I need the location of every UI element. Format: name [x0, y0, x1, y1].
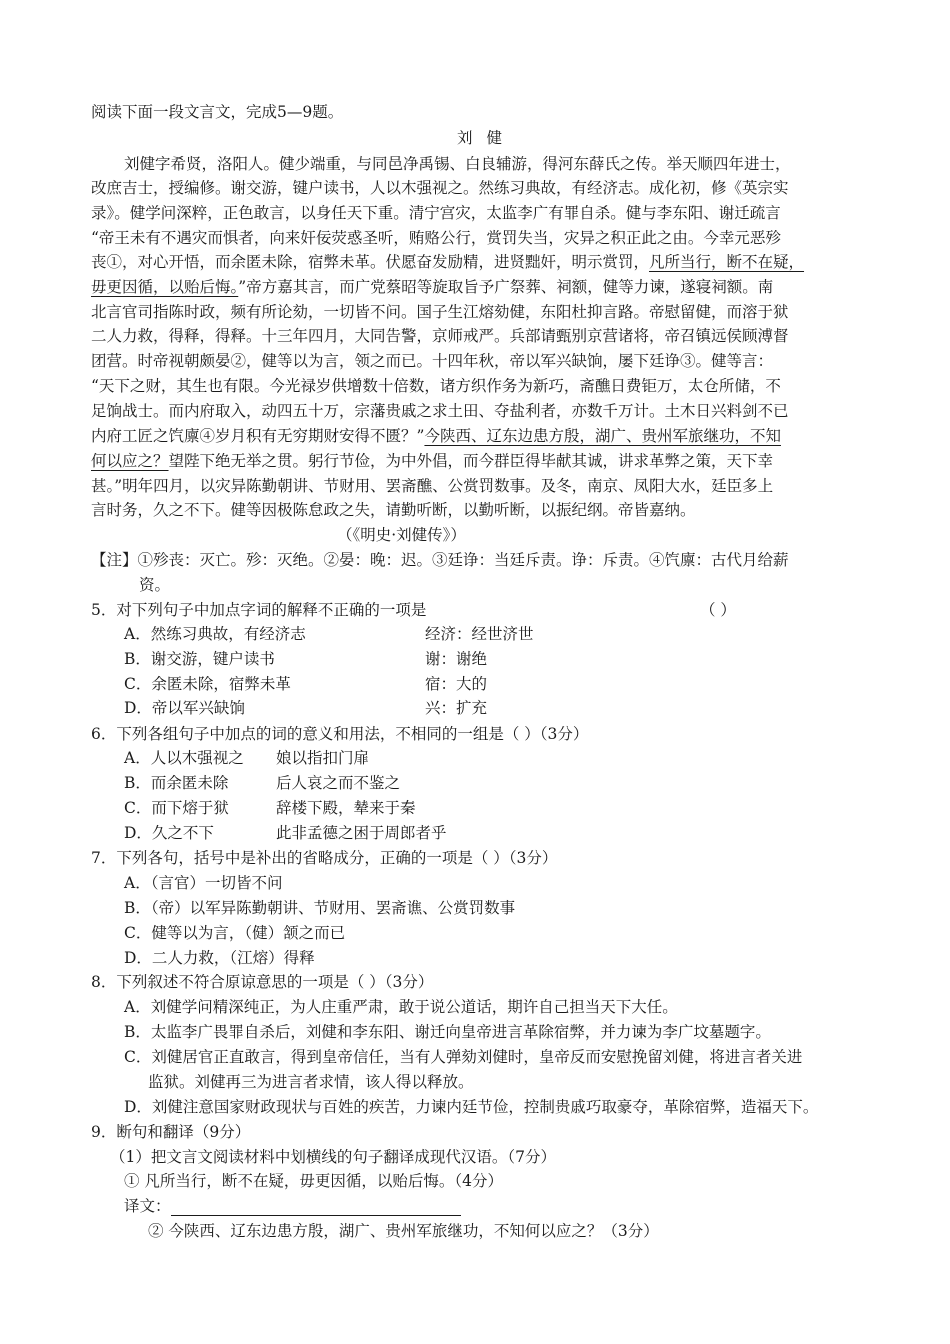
question-5-option-d-gloss: 兴：扩充	[425, 699, 488, 717]
passage-line: 言时务，久之不下。健等因极陈怠政之失，请勤听断，以勤听断，以振纪纲。帝皆嘉纳。	[91, 501, 696, 519]
passage-line	[91, 277, 773, 297]
question-5-option-d: D．帝以军兴缺饷	[124, 699, 245, 717]
passage-source: （《明史·刘健传》）	[337, 526, 466, 544]
annotation-note: 资。	[139, 576, 171, 594]
question-6-option-b: B．而余匿未除	[124, 774, 229, 792]
question-6-option-d: D．久之不下	[124, 824, 214, 842]
passage-line	[91, 426, 781, 446]
question-6-option-a-pair: 娘以指扣门扉	[276, 749, 370, 767]
question-6-option-a: A．人以木强视之	[124, 749, 244, 767]
underlined-sentence-1: 凡所当行，断不在疑，	[649, 253, 805, 271]
question-8-option-b: B．太监李广畏罪自杀后，刘健和李东阳、谢迁向皇帝进言革除宿弊，并力谏为李广坟墓题字。	[124, 1023, 771, 1041]
question-5-option-a-gloss: 经济：经世济世	[425, 625, 534, 643]
answer-line	[124, 1196, 461, 1216]
passage-line: 团营。时帝视朝颇晏②，健等以为言，领之而已。十四年秋，帝以军兴缺饷，屡下廷诤③。健等言：	[91, 352, 774, 370]
passage-line: 录》。健学问深粹，正色敢言，以身任天下重。清宁宫灾，太监李广有罪自杀。健与李东阳、谢迁疏言	[91, 204, 781, 222]
question-6-option-d-pair: 此非孟德之困于周郎者乎	[276, 824, 447, 842]
passage-line	[91, 451, 773, 471]
question-9-part-1: （1）把文言文阅读材料中划横线的句子翻译成现代汉语。（7分）	[110, 1148, 556, 1166]
question-5-option-b-gloss: 谢：谢绝	[425, 650, 488, 668]
passage-line: 二人力救，得释，得释。十三年四月，大同告警，京师戒严。兵部请甄别京营诸将，帝召镇远侯顾溥督	[91, 327, 789, 345]
question-8-option-c-cont: 监狱。刘健再三为进言者求情，该人得以释放。	[148, 1073, 474, 1091]
underlined-sentence-2: 今陕西、辽东边患方殷，湖广、贵州军旅继功，不知	[424, 427, 781, 445]
annotation-note: 【注】①殄丧：灭亡。殄：灭绝。②晏：晚：迟。③廷诤：当廷斥责。诤：斥责。④饩廪：古代月给薪	[91, 551, 789, 569]
question-6-option-c-pair: 辞楼下殿，辇来于秦	[276, 799, 416, 817]
question-7-option-d: D．二人力救，（江熔）得释	[124, 949, 315, 967]
question-6-option-c: C．而下熔于狱	[124, 799, 229, 817]
question-5-option-c-gloss: 宿：大的	[425, 675, 488, 693]
question-8-option-a: A．刘健学问精深纯正，为人庄重严肃，敢于说公道话，期许自己担当天下大任。	[124, 998, 678, 1016]
question-7-stem: 7．下列各句，括号中是补出的省略成分，正确的一项是（ ）（3分）	[91, 849, 558, 867]
question-5-option-a: A．然练习典故，有经济志	[124, 625, 306, 643]
passage-line	[91, 252, 804, 272]
passage-line: 北言官司指陈时政，频有所论劾，一切皆不问。国子生江熔劾健，东阳杜抑言路。帝慰留健，而溶于狱	[91, 303, 789, 321]
question-7-option-c: C．健等以为言，（健）颔之而已	[124, 924, 346, 942]
passage-line: 刘健字希贤，洛阳人。健少端重，与同邑净禹锡、白良辅游，得河东薛氏之传。举天顺四年进士，	[124, 155, 791, 173]
question-7-option-a: A．（言官）一切皆不问	[124, 874, 283, 892]
passage-line: 改庶吉士，授编修。谢交游，键户读书，人以木强视之。然练习典故，有经济志。成化初，修《英宗实	[91, 179, 789, 197]
question-8-option-d: D．刘健注意国家财政现状与百姓的疾苦，力谏内廷节俭，控制贵戚巧取豪夺，革除宿弊，造福天下。	[124, 1098, 819, 1116]
question-9-item-2: ② 今陕西、辽东边患方殷，湖广、贵州军旅继功，不知何以应之？（3分）	[148, 1222, 659, 1240]
question-5-option-b: B．谢交游，键户读书	[124, 650, 275, 668]
question-9-item-1: ① 凡所当行，断不在疑，毋更因循，以贻后悔。（4分）	[124, 1172, 504, 1190]
passage-line: “天下之财，其生也有限。今光禄岁供增数十倍数，诸方织作务为新巧，斋醮日费钜万，太仓所储，不	[91, 377, 781, 395]
question-6-stem: 6．下列各组句子中加点的词的意义和用法，不相同的一组是（ ）（3分）	[91, 725, 589, 743]
question-9-stem: 9．断句和翻译（9分）	[91, 1123, 251, 1141]
answer-paren: （ ）	[700, 601, 736, 619]
question-7-option-b: B．（帝）以军异陈勤朝讲、节财用、罢斋谯、公赏罚数事	[124, 899, 516, 917]
passage-title: 刘健	[457, 129, 517, 147]
question-5-stem: 5．对下列句子中加点字词的解释不正确的一项是	[91, 601, 427, 619]
passage-text: ”帝方嘉其言，而广党蔡昭等旋取旨予广祭葬、祠额，健等力谏，遂寝祠额。南	[238, 278, 774, 296]
passage-line: “帝王未有不遇灾而惧者，向来奸佞荧惑圣听，贿赂公行，赏罚失当，灾异之积正此之由。今幸元恶殄	[91, 229, 781, 247]
reading-instruction: 阅读下面一段文言文，完成5—9题。	[91, 103, 344, 121]
answer-blank[interactable]	[171, 1199, 461, 1216]
passage-line: 足饷战士。而内府取入，动四五十万，宗藩贵戚之求土田、夺盐利者，亦数千万计。土木日兴料剑不已	[91, 402, 789, 420]
question-6-option-b-pair: 后人哀之而不鉴之	[276, 774, 401, 792]
passage-text: 望陛下绝无举之贯。躬行节俭，为中外倡，而今群臣得毕献其诚，讲求革弊之策，天下幸	[168, 452, 774, 470]
underlined-sentence-1-end: 毋更因循，以贻后悔。	[91, 278, 239, 296]
question-8-stem: 8．下列叙述不符合原谅意思的一项是（ ）（3分）	[91, 973, 434, 991]
passage-line: 甚。”明年四月，以灾异陈勤朝讲、节财用、罢斋醮、公赏罚数事。及冬，南京、凤阳大水，廷臣多上	[91, 477, 774, 495]
passage-text: 内府工匠之饩廪④岁月积有无穷期财安得不匮？”	[91, 427, 425, 445]
underlined-sentence-2-end: 何以应之？	[91, 452, 169, 470]
question-8-option-c: C．刘健居官正直敢言，得到皇帝信任，当有人弹劾刘健时，皇帝反而安慰挽留刘健，将进言者关进	[124, 1048, 803, 1066]
question-5-option-c: C．余匿未除，宿弊未革	[124, 675, 291, 693]
passage-text: 丧①，对心开悟，而余匿未除，宿弊未革。伏愿奋发励精，进贤黜奸，明示赏罚，	[91, 253, 650, 271]
answer-label: 译文：	[124, 1197, 171, 1215]
